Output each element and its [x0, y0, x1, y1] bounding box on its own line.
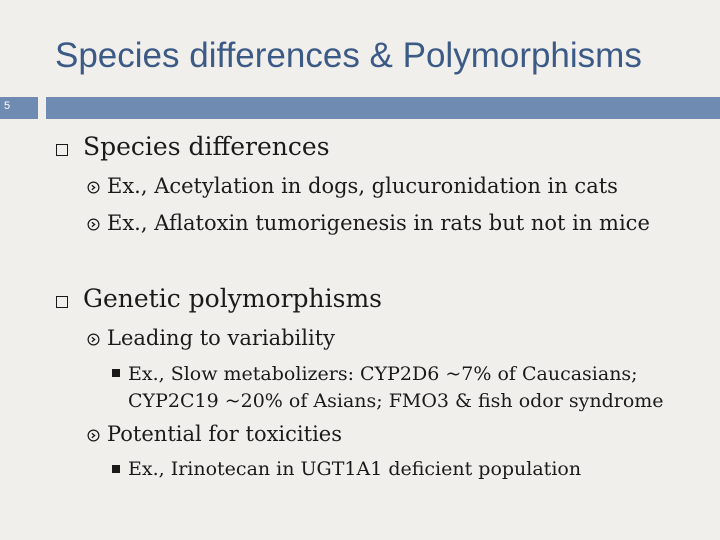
- filled-square-bullet-icon: [112, 369, 120, 377]
- circle-bullet-icon: [87, 218, 100, 231]
- section-heading: Genetic polymorphisms: [83, 284, 382, 313]
- sub-bullet-text: CYP2C19 ~20% of Asians; FMO3 & fish odor syndrome: [128, 390, 664, 412]
- square-bullet-icon: [56, 296, 68, 308]
- filled-square-bullet-icon: [112, 465, 120, 473]
- sub-bullet-text: Ex., Irinotecan in UGT1A1 deficient population: [128, 458, 582, 480]
- circle-bullet-icon: [87, 429, 100, 442]
- slide-number-bar: [0, 97, 38, 119]
- bullet-text: Ex., Aflatoxin tumorigenesis in rats but not in mice: [107, 211, 650, 235]
- bullet-text: Potential for toxicities: [107, 422, 342, 446]
- slide-title: Species differences & Polymorphisms: [55, 36, 642, 75]
- circle-bullet-icon: [87, 181, 100, 194]
- square-bullet-icon: [56, 144, 68, 156]
- slide-number: 5: [4, 100, 11, 112]
- sub-bullet-text: Ex., Slow metabolizers: CYP2D6 ~7% of Caucasians;: [128, 363, 638, 385]
- bullet-text: Ex., Acetylation in dogs, glucuronidation in cats: [107, 174, 618, 198]
- circle-bullet-icon: [87, 333, 100, 346]
- bullet-text: Leading to variability: [107, 326, 336, 350]
- section-heading: Species differences: [83, 132, 330, 161]
- title-rule-bar: [46, 97, 720, 119]
